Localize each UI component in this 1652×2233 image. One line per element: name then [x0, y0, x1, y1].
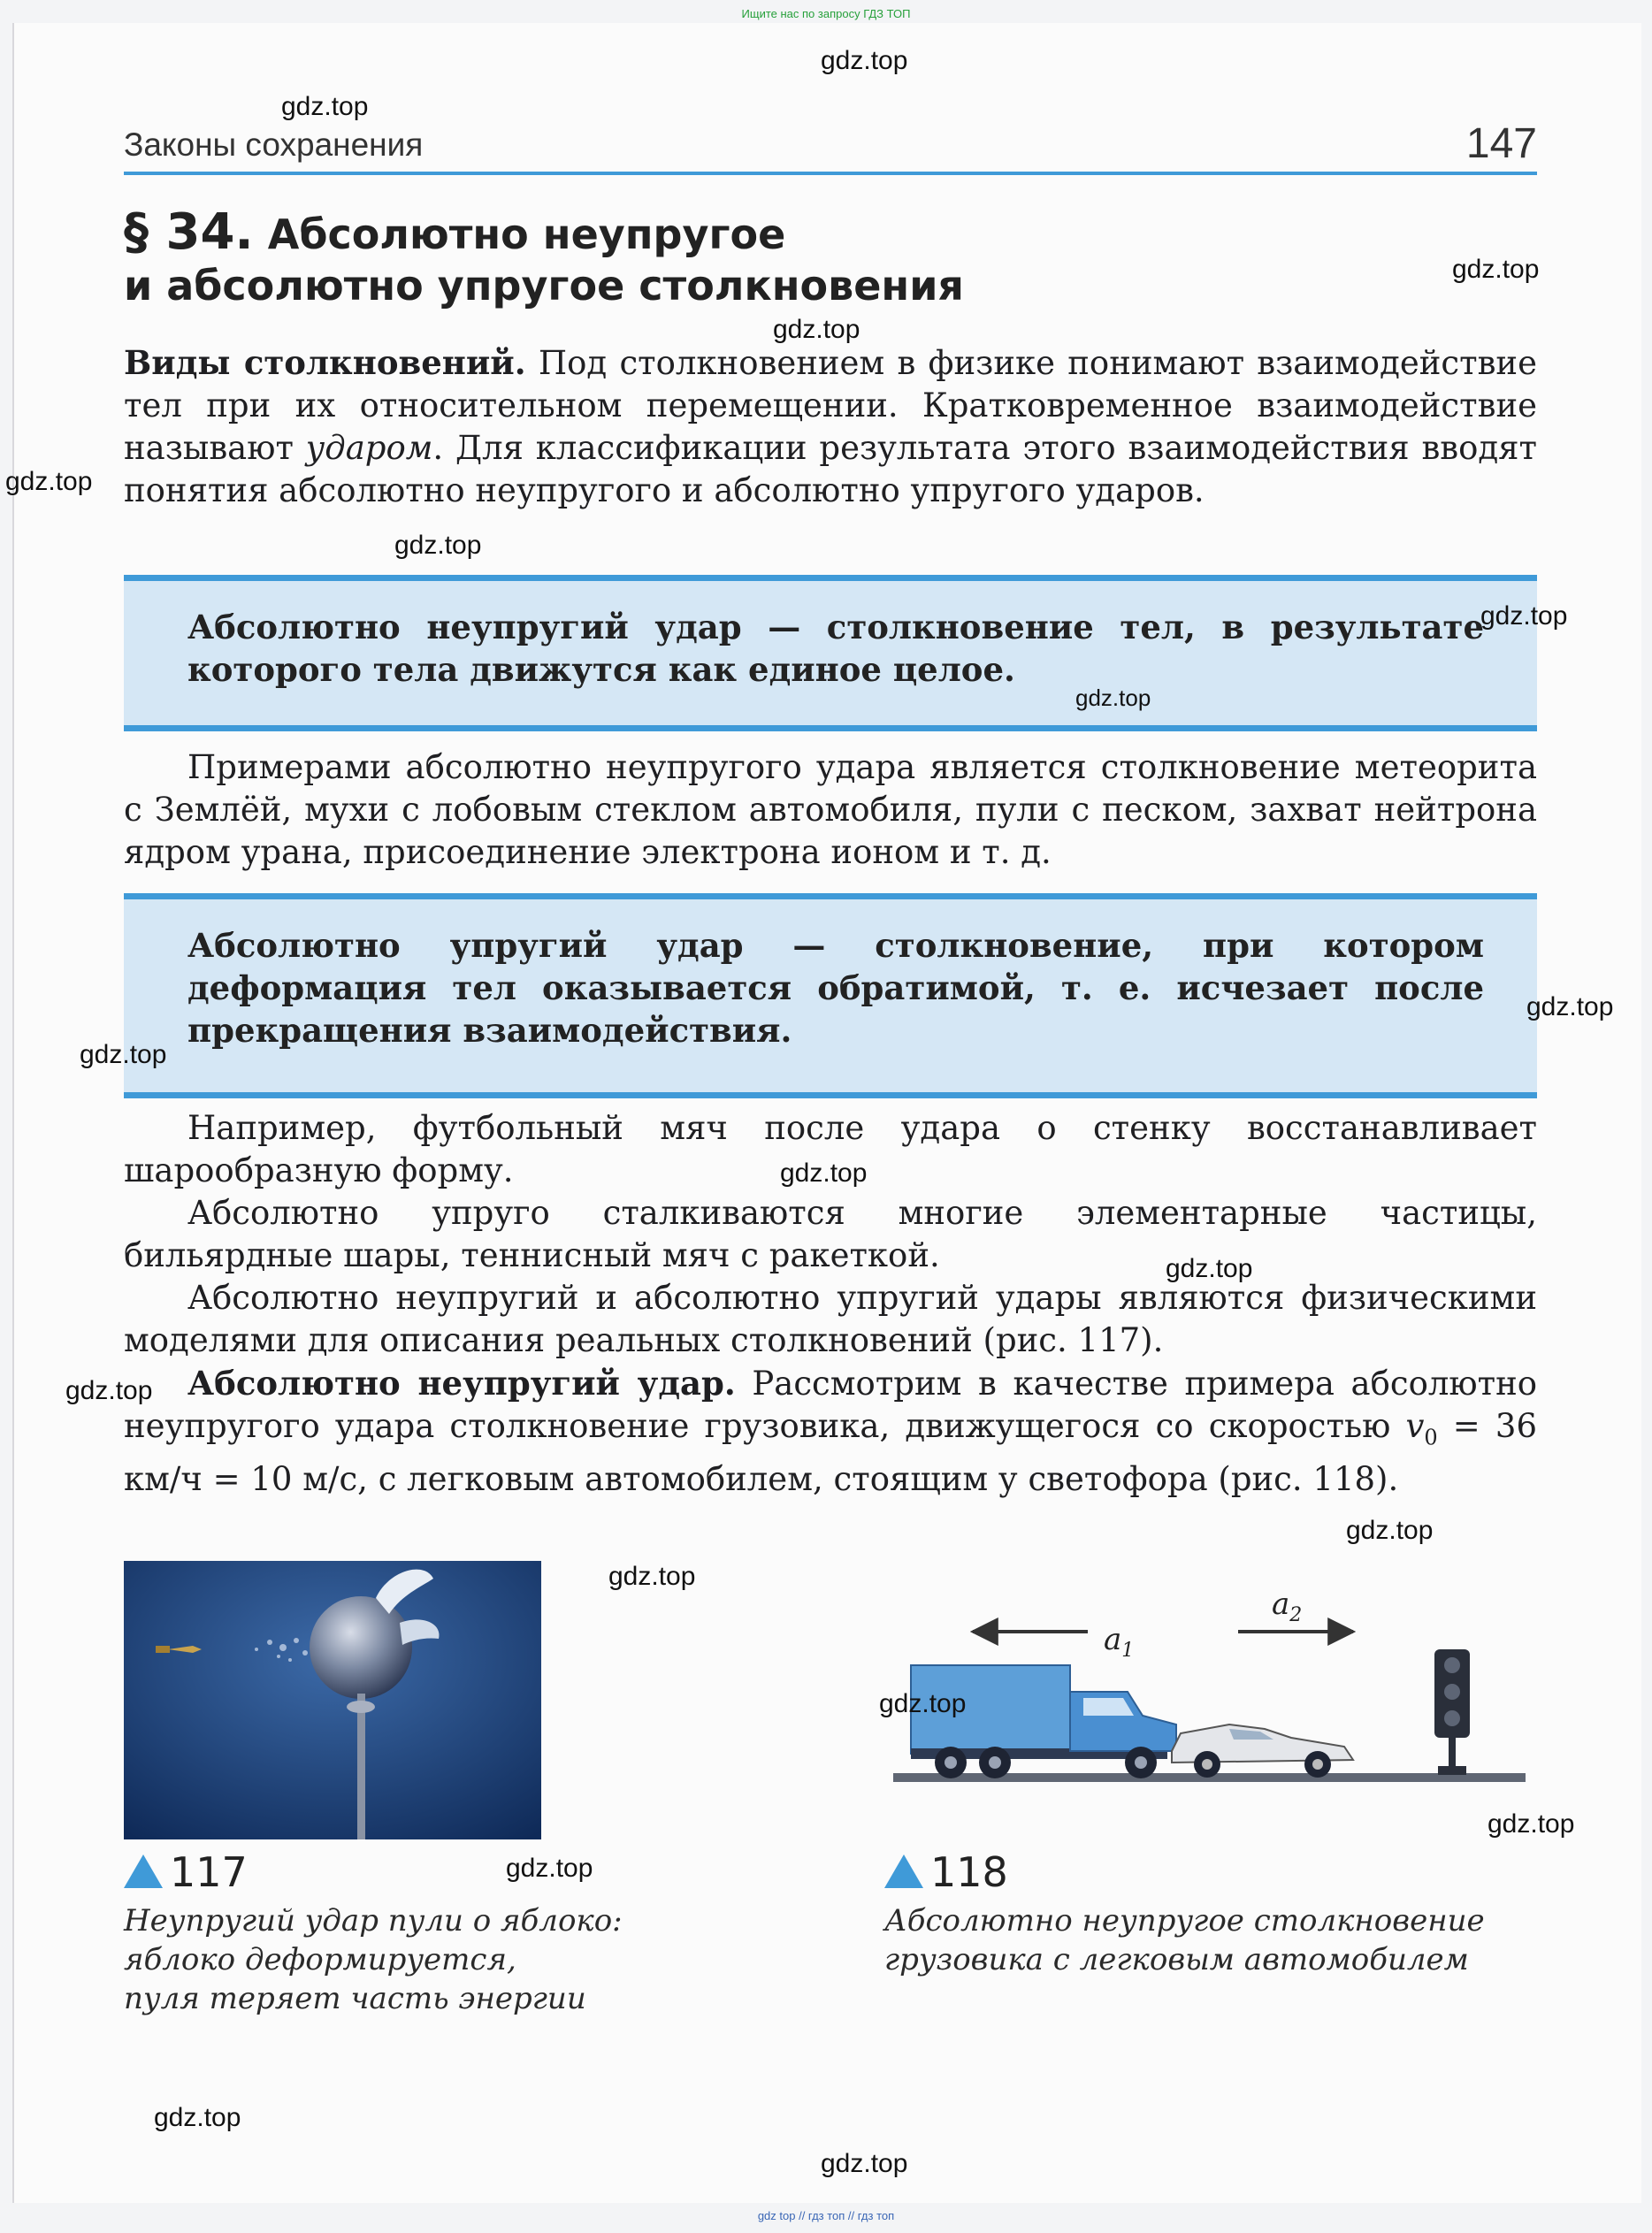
paragraph-text: Рассмотрим в качестве примера абсолютно неупругого удара столкновение грузовика, движущегося со скоростью: [124, 1365, 1538, 1445]
paragraph-physical-models: Абсолютно неупругий и абсолютно упругий удары являются физическими моделями для описания реальных столкновений (рис. 117).: [124, 1279, 1537, 1359]
figure-117-label: [124, 1848, 248, 1896]
figure-118-image: [876, 1561, 1539, 1839]
figure-118-label: [884, 1848, 1008, 1896]
page-number: 147: [1465, 120, 1537, 167]
watermark: gdz.top: [1526, 992, 1614, 1021]
watermark: gdz.top: [1488, 1809, 1575, 1839]
header-rule: [124, 172, 1537, 175]
paragraph-lead: Виды столкновений.: [124, 343, 526, 382]
watermark: gdz.top: [1452, 255, 1540, 284]
bullet-apple-illustration: [124, 1561, 541, 1839]
watermark: gdz.top: [879, 1689, 967, 1718]
definition-inelastic: Абсолютно неупругий удар — столкновение тел, в результате которого тела движутся как единое целое.: [187, 608, 1484, 689]
watermark: gdz.top: [821, 46, 908, 75]
watermark: gdz.top: [5, 467, 93, 496]
watermark: gdz.top: [281, 92, 369, 121]
term-udar: ударом: [305, 429, 433, 467]
velocity-subscript: 0: [1424, 1425, 1438, 1450]
section-number: § 34.: [124, 203, 254, 261]
definition-box-inelastic: [124, 575, 1537, 731]
bottom-banner: gdz top // гдз топ // гдз топ: [757, 2209, 895, 2222]
caption-line: Абсолютно неупругое столкновение: [884, 1903, 1485, 1939]
caption-line: яблоко деформируется,: [124, 1942, 516, 1977]
watermark: gdz.top: [773, 315, 860, 344]
section-title-line1: Абсолютно неупругое: [267, 210, 786, 258]
top-banner: Ищите нас по запросу ГДЗ ТОП: [741, 7, 911, 20]
velocity-symbol: v: [1405, 1407, 1425, 1445]
truck-car-illustration: [876, 1561, 1539, 1839]
definition-box-elastic: [124, 893, 1537, 1098]
watermark: gdz.top: [608, 1562, 696, 1591]
acceleration-a2-label: $a_2$: [1272, 1587, 1303, 1626]
triangle-marker-icon: [124, 1854, 163, 1888]
acceleration-a1-label: $a_1$: [1104, 1622, 1135, 1662]
watermark: gdz.top: [65, 1376, 153, 1405]
watermark: gdz.top: [394, 531, 482, 560]
paragraph-collision-types: [124, 341, 1537, 512]
watermark: gdz.top: [780, 1159, 868, 1188]
triangle-marker-icon: [884, 1854, 923, 1888]
paragraph-lead: Абсолютно неупругий удар.: [187, 1364, 736, 1403]
watermark: gdz.top: [1166, 1254, 1253, 1283]
paragraph-truck-example: [124, 1362, 1537, 1501]
paragraph-text: Под столкновением в физике понимают взаимодействие тел при их относительном перемещении. Кратковременное взаимодействие называют: [124, 344, 1537, 467]
figure-117-caption: [124, 1901, 690, 2018]
paragraph-text: = 36 км/ч = 10 м/с, с легковым автомобилем, стоящим у светофора (рис. 118).: [124, 1407, 1537, 1499]
paragraph-elastic-examples: Абсолютно упруго сталкиваются многие элементарные частицы, бильярдные шары, теннисный мяч с ракеткой.: [124, 1194, 1537, 1274]
paragraph-text: . Для классификации результата этого взаимодействия вводят понятия абсолютно неупругого и абсолютно упругого ударов.: [124, 429, 1537, 509]
watermark: gdz.top: [1075, 684, 1151, 711]
figure-number: 117: [170, 1848, 248, 1896]
figure-117-image: [124, 1561, 541, 1839]
watermark: gdz.top: [80, 1040, 167, 1069]
running-header: Законы сохранения: [124, 126, 424, 163]
paragraph-inelastic-examples: Примерами абсолютно неупругого удара является столкновение метеорита с Землёй, мухи с лобовым стеклом автомобиля, пули с песком, захват нейтрона ядром урана, присоединение электрона ионом и т. д.: [124, 748, 1537, 871]
watermark: gdz.top: [821, 2149, 908, 2178]
caption-line: Неупругий удар пули о яблоко:: [124, 1903, 623, 1939]
watermark: gdz.top: [506, 1854, 593, 1883]
paragraph-football-example: Например, футбольный мяч после удара о стенку восстанавливает шарообразную форму.: [124, 1109, 1537, 1189]
figure-number: 118: [930, 1848, 1008, 1896]
caption-line: грузовика с легковым автомобилем: [884, 1942, 1469, 1977]
watermark: gdz.top: [1480, 601, 1568, 631]
section-title: [124, 203, 1539, 311]
definition-elastic: Абсолютно упругий удар — столкновение, при котором деформация тел оказывается обратимой, т. е. исчезает после прекращения взаимодействия.: [187, 926, 1484, 1050]
figure-118-caption: [884, 1901, 1539, 1979]
watermark: gdz.top: [154, 2103, 241, 2132]
section-title-line2: и абсолютно упругое столкновения: [124, 262, 964, 310]
caption-line: пуля теряет часть энергии: [124, 1981, 586, 2016]
watermark: gdz.top: [1346, 1516, 1434, 1545]
